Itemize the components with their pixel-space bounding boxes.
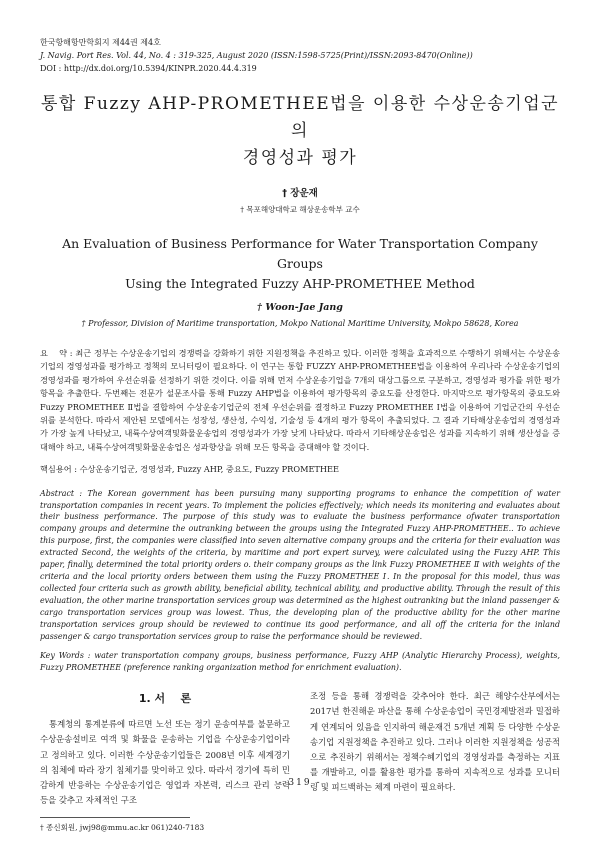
title-english-line2: Using the Integrated Fuzzy AHP-PROMETHEE Method (125, 276, 475, 291)
abstract-english-label: Abstract : (40, 488, 88, 498)
abstract-english (40, 488, 560, 643)
author-english: † Woon-Jae Jang (257, 302, 343, 313)
abstract-korean (40, 347, 560, 454)
section-1-heading: 1. 서 론 (138, 692, 192, 706)
doi-line: DOI : http://dx.doi.org/10.5394/KINPR.2020.44.4.319 (40, 64, 257, 73)
left-column (40, 689, 290, 833)
keywords-english (40, 650, 560, 674)
corresponding-author-footnote: † 종신회원, jwj98@mmu.ac.kr 061)240-7183 (40, 823, 205, 833)
keywords-korean (40, 463, 560, 476)
title-english (40, 234, 560, 294)
footnote-divider (40, 817, 190, 818)
title-korean-line1: 통합 Fuzzy AHP-PROMETHEE법을 이용한 수상운송기업군의 (40, 94, 560, 141)
journal-header (40, 36, 560, 75)
journal-name-korean: 한국항해항만학회지 제44권 제4호 (40, 38, 161, 47)
affiliation-english: † Professor, Division of Maritime transportation, Mokpo National Maritime University, Mokpo 58628, Korea (81, 319, 519, 328)
intro-paragraph-left: 통계청의 통계분류에 따르면 노선 또는 정기 운송여부를 불문하고 수상운송설비로 여객 및 화물을 운송하는 기업을 수상운송기업이라고 정의하고 있다. 이러한 수상운송기업들은 2008년 이후 세계경기의 침체에 따라 장기 침체기를 맞이하고 있다. 따라서 경기에 특히 민감하게 반응하는 수상운송기업은 영업과 자본력, 리스크 관리 능력 등을 갖추고 자체적인 구조 (40, 719, 290, 806)
affiliation-korean: † 목포해양대학교 해상운송학부 교수 (240, 205, 360, 214)
abstract-english-text: The Korean government has been pursuing many supporting programs to enhance the competition of water transportation companies in recent years. To implement the policies effectively; which needs its monitering and evaluates about their business performance. The purpose of this study was to evaluate the business performance ofwater transportation company groups and determine the outranking between the groups using the Integrated Fuzzy AHP-PROMETHEE.. To achieve this purpose, first, the companies were classified into seven alternative company groups and the criteria for their evaluation was extracted Second, the weights of the criteria, by maritime and port expert survey, were calculated using the Fuzzy AHP. This paper, finally, determined the total priority orders o. their company groups as the link Fuzzy PROMETHEE Ⅱ with weights of the criteria and the local priority orders between them using the Fuzzy PROMETHEE Ⅰ. In the proposal for this model, thus was collected four criteria such as growth ability, beneficial ability, technical ability, and productive ability. Through the result of this evaluation, the other marine transportation services group was determined as the highest outranking but the inland passenger & cargo transportation services group was lowest. Thus, the developing plan of the productive ability for the other marine transportation services group should be reviewed to continue its good performance, and all off the criteria for the inland passenger & cargo transportation services group to raise the performance should be reviewed. (40, 488, 561, 641)
keywords-korean-label: 핵심용어 : (40, 464, 80, 475)
intro-paragraph-right: 조정 등을 통해 경쟁력을 갖추어야 한다. 최근 해양수산부에서는 2017년 한진해운 파산을 통해 수상운송업이 국민경제발전과 밀접하게 연계되어 있음을 인지하여 해운재건 5개년 계획 등 다양한 수상운송기업 지원정책을 추진하고 있다. 그러나 이러한 지원정책을 성공적으로 추진하기 위해서는 정책수혜기업의 경영성과를 측정하는 지표를 개발하고, 이를 활용한 평가를 통하여 지속적으로 성과를 모니터링 및 피드백하는 체계 마련이 필요하다. (310, 691, 560, 793)
keywords-english-text: water transportation company groups, business performance, Fuzzy AHP (Analytic Hierarchy Process), weights, Fuzzy PROMETHEE (preference ranking organization method for enrichment evaluation). (40, 651, 560, 673)
journal-citation: J. Navig. Port Res. Vol. 44, No. 4 : 319-325, August 2020 (ISSN:1598-5725(Print)/ISSN:2093-8470(Online)) (40, 51, 473, 60)
keywords-english-label: Key Words : (40, 651, 95, 661)
title-korean (40, 91, 560, 172)
page-number: - 319 - (278, 778, 322, 788)
keywords-korean-text: 수상운송기업군, 경영성과, Fuzzy AHP, 중요도, Fuzzy PROMETHEE (79, 464, 339, 475)
author-korean: † 장운재 (282, 188, 318, 199)
title-korean-line2: 경영성과 평가 (242, 148, 358, 168)
abstract-korean-label: 요 약 : (40, 348, 76, 358)
abstract-korean-text: 최근 정부는 수상운송기업의 경쟁력을 강화하기 위한 지원정책을 추진하고 있다. 이러한 정책을 효과적으로 수행하기 위해서는 수상운송기업의 경영성과를 평가하고 정책의 모니터링이 필요하다. 이 연구는 통합 FUZZY AHP-PROMETHEE법을 이용하여 우리나라 수상운송기업의 경영성과를 평가하여 우선순위를 선정하기 위한 것이다. 이를 위해 먼저 수상운송기업을 7개의 대상그룹으로 구분하고, 경영성과 평가를 위한 평가항목을 추출한다. 두번째는 전문가 설문조사를 통해 Fuzzy AHP법을 이용하여 평가항목의 중요도를 산정한다. 마지막으로 평가항목의 중요도와 Fuzzy PROMETHEE Ⅱ법을 결합하여 수상운송기업군의 전체 우선순위를 결정하고 Fuzzy PROMETHEE Ⅰ법을 이용하여 기업군간의 우선순위를 분석한다. 따라서 제안된 모델에서는 성장성, 생산성, 수익성, 기술성 등 4개의 평가 항목이 추출되었다. 그 결과 기타해상운송업의 경영성과가 가장 높게 나타났고, 내륙수상여객및화물운송업의 경영성과가 가장 낮게 나타났다. 따라서 기타해상운송업은 성과를 지속하기 위해 생산성을 증대해야 하고, 내륙수상여객및화물운송업은 성과향상을 위해 모든 항목을 증대해야 할 것이다. (40, 348, 561, 452)
title-english-line1: An Evaluation of Business Performance for Water Transportation Company Groups (62, 236, 538, 271)
right-column (310, 689, 560, 833)
body-columns (40, 689, 560, 833)
